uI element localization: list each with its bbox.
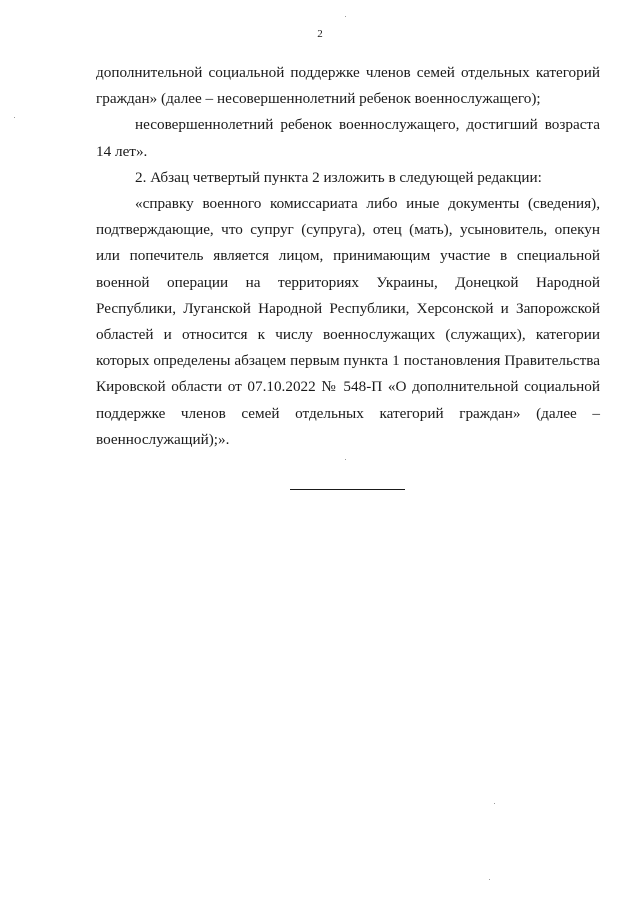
end-divider-line — [290, 489, 405, 490]
scan-speck — [345, 459, 346, 460]
paragraph-amendment-2: 2. Абзац четвертый пункта 2 изложить в следующей редакции: — [135, 168, 542, 186]
scan-speck — [345, 16, 346, 17]
paragraph-minor-child: несовершеннолетний ребенок военнослужащего, достигший возраста 14 лет». — [96, 116, 600, 160]
scan-speck — [489, 879, 490, 880]
paragraph-continuation: дополнительной социальной поддержке членов семей отдельных категорий граждан» (далее – несовершеннолетний ребенок военнослужащего); — [96, 64, 600, 108]
scan-speck — [14, 117, 15, 118]
scan-speck — [494, 803, 495, 804]
paragraph-quoted-text: «справку военного комиссариата либо иные документы (сведения), подтверждающие, что супруг (супруга), отец (мать), усыновитель, опекун или попечитель является лицом, принимающим участие в специальной военной операции на территориях Украины, Донецкой Народной Республики, Луганской Народной Республики, Херсонской и Запорожской областей и относится к числу военнослужащих (служащих), категории которых определены абзацем первым пункта 1 постановления Правительства Кировской области от 07.10.2022 № 548-П «О дополнительной социальной поддержке членов семей отдельных категорий граждан» (далее – военнослужащий);». — [96, 195, 600, 448]
document-body — [96, 60, 600, 453]
page-number: 2 — [317, 28, 323, 40]
